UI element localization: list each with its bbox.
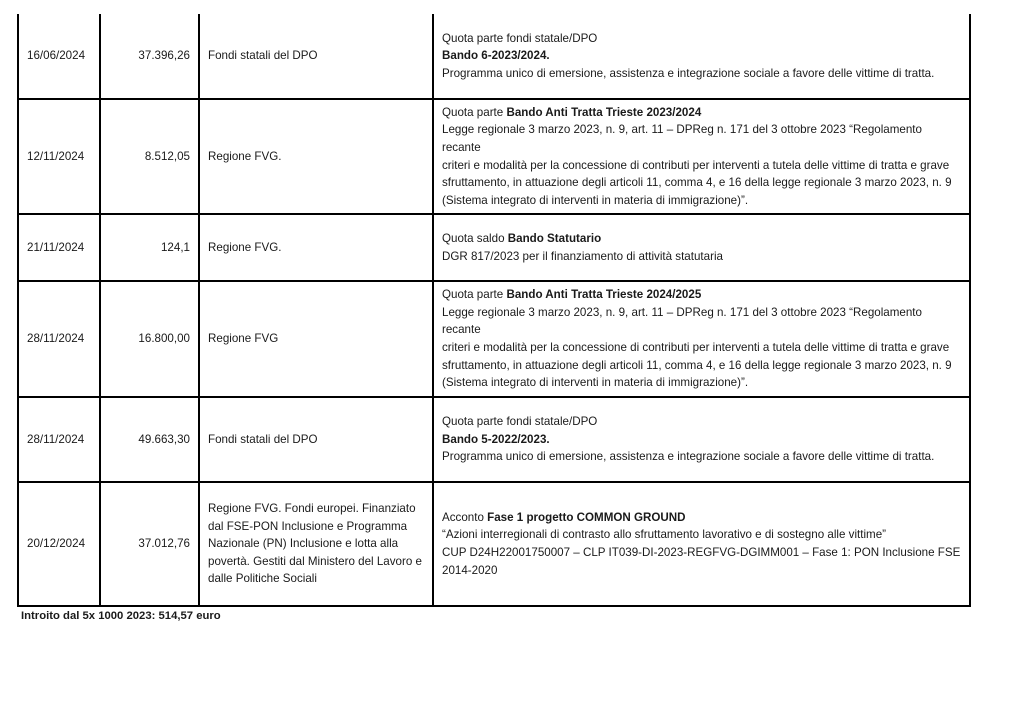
table-row: [18, 281, 970, 397]
row-amount: 16.800,00: [100, 281, 199, 397]
description-text: Legge regionale 3 marzo 2023, n. 9, art. 11 – DPReg n. 171 del 3 ottobre 2023 “Regolamento recante: [442, 123, 922, 154]
description-text: CUP D24H22001750007 – CLP IT039-DI-2023-REGFVG-DGIMM001 – Fase 1: PON Inclusione FSE: [442, 546, 961, 559]
row-amount: 8.512,05: [100, 99, 199, 214]
description-text: Quota saldo: [442, 231, 508, 245]
description-line: [442, 374, 961, 392]
description-line: [442, 248, 961, 266]
row-date: 28/11/2024: [18, 281, 100, 397]
row-description: [433, 482, 970, 606]
description-line: [442, 65, 961, 83]
row-date: 28/11/2024: [18, 397, 100, 482]
description-line: [442, 509, 961, 527]
row-amount: 124,1: [100, 214, 199, 281]
row-date: 20/12/2024: [18, 482, 100, 606]
description-line: [442, 357, 961, 375]
row-description: [433, 281, 970, 397]
description-line: [442, 157, 961, 175]
description-bold-text: Bando 5-2022/2023.: [442, 432, 550, 446]
row-source: Regione FVG.: [199, 214, 433, 281]
footer-note: Introito dal 5x 1000 2023: 514,57 euro: [21, 610, 221, 622]
description-line: [442, 544, 961, 562]
description-text: Programma unico di emersione, assistenza e integrazione sociale a favore delle vittime di tratta.: [442, 66, 935, 80]
description-line: [442, 413, 961, 431]
row-description: [433, 397, 970, 482]
description-text: sfruttamento, in attuazione degli articoli 11, comma 4, e 16 della legge regionale 3 marzo 2023, n. 9: [442, 358, 952, 372]
description-line: [442, 230, 961, 248]
description-text: Acconto: [442, 510, 488, 524]
row-description: [433, 214, 970, 281]
description-line: [442, 431, 961, 449]
description-text: (Sistema integrato di interventi in materia di immigrazione)”.: [442, 193, 749, 207]
description-line: [442, 448, 961, 466]
description-text: sfruttamento, in attuazione degli articoli 11, comma 4, e 16 della legge regionale 3 marzo 2023, n. 9: [442, 176, 952, 190]
description-bold-text: Bando 6-2023/2024.: [442, 49, 550, 63]
row-source: Fondi statali del DPO: [199, 397, 433, 482]
description-line: [442, 339, 961, 357]
row-description: [433, 14, 970, 99]
description-text: Legge regionale 3 marzo 2023, n. 9, art. 11 – DPReg n. 171 del 3 ottobre 2023 “Regolamento recante: [442, 305, 922, 337]
row-date: 12/11/2024: [18, 99, 100, 214]
table-row: [18, 214, 970, 281]
row-amount: 37.012,76: [100, 482, 199, 606]
description-text: criteri e modalità per la concessione di contributi per interventi a tutela delle vittime di tratta e grave: [442, 158, 950, 172]
description-text: Programma unico di emersione, assistenza e integrazione sociale a favore delle vittime di tratta.: [442, 450, 935, 464]
row-description: [433, 99, 970, 214]
row-source: Regione FVG. Fondi europei. Finanziato dal FSE-PON Inclusione e Programma Nazionale (PN) Inclusione e lotta alla povertà. Gestiti dal Ministero del Lavoro e dalle Politiche Sociali: [199, 482, 433, 606]
description-line: [442, 286, 961, 304]
table-row: [18, 14, 970, 99]
description-text: 2014-2020: [442, 563, 498, 577]
row-amount: 37.396,26: [100, 14, 199, 99]
description-bold-text: Fase 1 progetto COMMON GROUND: [487, 510, 686, 524]
funds-table-body: [18, 14, 970, 606]
description-text: criteri e modalità per la concessione di contributi per interventi a tutela delle vittime di tratta e grave: [442, 341, 950, 354]
description-line: [442, 104, 961, 122]
table-row: [18, 99, 970, 214]
row-source: Regione FVG.: [199, 99, 433, 214]
description-text: Quota parte fondi statale/DPO: [442, 415, 598, 429]
row-amount: 49.663,30: [100, 397, 199, 482]
description-line: [442, 121, 961, 156]
row-date: 16/06/2024: [18, 14, 100, 99]
description-line: [442, 192, 961, 210]
description-text: DGR 817/2023 per il finanziamento di attività statutaria: [442, 249, 723, 263]
description-line: [442, 526, 961, 544]
description-bold-text: Bando Statutario: [507, 231, 602, 245]
description-text: Quota parte fondi statale/DPO: [442, 31, 598, 45]
row-date: 21/11/2024: [18, 214, 100, 281]
description-line: [442, 562, 961, 580]
description-text: Quota parte: [442, 288, 507, 302]
description-text: (Sistema integrato di interventi in materia di immigrazione)”.: [442, 376, 749, 390]
funds-table: [17, 14, 971, 607]
row-source: Regione FVG: [199, 281, 433, 397]
description-line: [442, 174, 961, 192]
description-text: Quota parte: [442, 105, 507, 119]
description-line: [442, 304, 961, 339]
description-line: [442, 30, 961, 48]
description-text: “Azioni interregionali di contrasto allo sfruttamento lavorativo e di sostegno alle vittime”: [442, 528, 886, 542]
row-source: Fondi statali del DPO: [199, 14, 433, 99]
table-row: [18, 482, 970, 606]
description-bold-text: Bando Anti Tratta Trieste 2024/2025: [506, 288, 702, 302]
description-bold-text: Bando Anti Tratta Trieste 2023/2024: [506, 105, 702, 119]
description-line: [442, 47, 961, 65]
table-row: [18, 397, 970, 482]
